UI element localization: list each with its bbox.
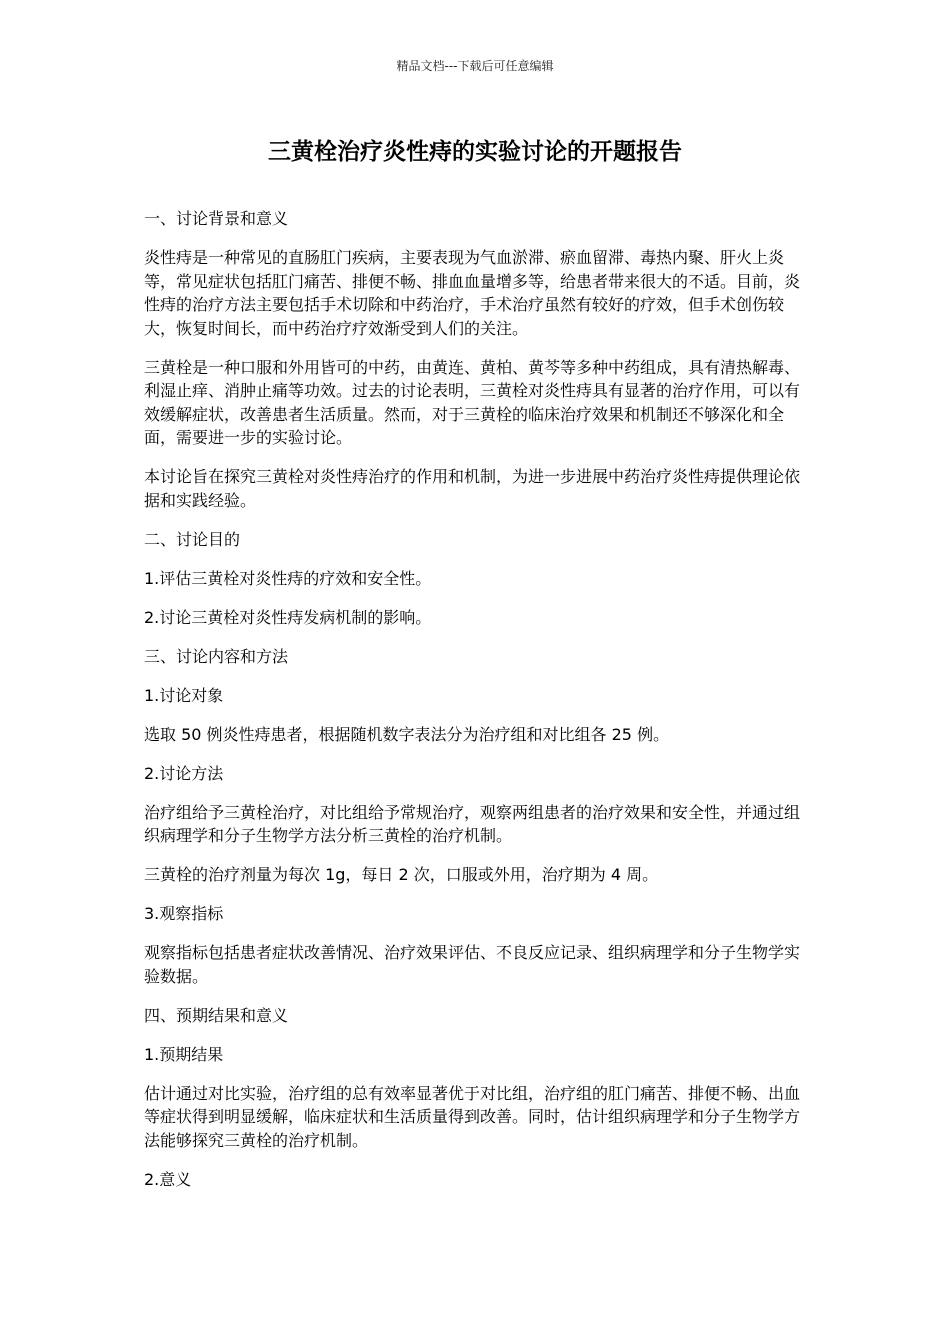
- subheading: 1.预期结果: [144, 1044, 224, 1064]
- list-item: 2.讨论三黄栓对炎性痔发病机制的影响。: [144, 607, 432, 627]
- section-heading-expected-results: 四、预期结果和意义: [144, 1005, 289, 1025]
- subheading: 3.观察指标: [144, 904, 224, 923]
- paragraph: 估计通过对比实验，治疗组的总有效率显著优于对比组，治疗组的肛门痛苦、排便不畅、出血等症状得到明显缓解，临床症状和生活质量得到改善。同时，估计组织病理学和分子生物学方法能够探究三黄栓的治疗机制。: [144, 1083, 801, 1150]
- paragraph: 三黄栓是一种口服和外用皆可的中药，由黄连、黄柏、黄芩等多种中药组成，具有清热解毒、利湿止痒、消肿止痛等功效。过去的讨论表明，三黄栓对炎性痔具有显著的治疗作用，可以有效缓解症状，改善患者生活质量。然而，对于三黄栓的临床治疗效果和机制还不够深化和全面，需要进一步的实验讨论。: [144, 357, 801, 447]
- paragraph: 本讨论旨在探究三黄栓对炎性痔治疗的作用和机制，为进一步进展中药治疗炎性痔提供理论依据和实践经验。: [144, 467, 801, 510]
- document-body: [144, 207, 804, 1207]
- document-title: 三黄栓治疗炎性痔的实验讨论的开题报告: [268, 139, 682, 165]
- list-item: 1.评估三黄栓对炎性痔的疗效和安全性。: [144, 568, 432, 588]
- subheading: 1.讨论对象: [144, 685, 224, 705]
- section-heading-methods: 三、讨论内容和方法: [144, 646, 289, 666]
- header-note: 精品文档---下载后可任意编辑: [396, 59, 554, 73]
- subheading: 2.讨论方法: [144, 763, 224, 783]
- paragraph: 选取 50 例炎性痔患者，根据随机数字表法分为治疗组和对比组各 25 例。: [144, 724, 670, 744]
- paragraph: 治疗组给予三黄栓治疗，对比组给予常规治疗，观察两组患者的治疗效果和安全性，并通过组织病理学和分子生物学方法分析三黄栓的治疗机制。: [144, 802, 801, 845]
- subheading: 2.意义: [144, 1169, 192, 1189]
- section-heading-purpose: 二、讨论目的: [144, 529, 241, 549]
- paragraph: 观察指标包括患者症状改善情况、治疗效果评估、不良反应记录、组织病理学和分子生物学实验数据。: [144, 943, 801, 986]
- paragraph: 三黄栓的治疗剂量为每次 1g，每日 2 次，口服或外用，治疗期为 4 周。: [144, 865, 659, 884]
- section-heading-background: 一、讨论背景和意义: [144, 209, 289, 228]
- paragraph: 炎性痔是一种常见的直肠肛门疾病，主要表现为气血淤滞、瘀血留滞、毒热内聚、肝火上炎等，常见症状包括肛门痛苦、排便不畅、排血血量增多等，给患者带来很大的不适。目前，炎性痔的治疗方法主要包括手术切除和中药治疗，手术治疗虽然有较好的疗效，但手术创伤较大，恢复时间长，而中药治疗疗效渐受到人们的关注。: [144, 248, 801, 338]
